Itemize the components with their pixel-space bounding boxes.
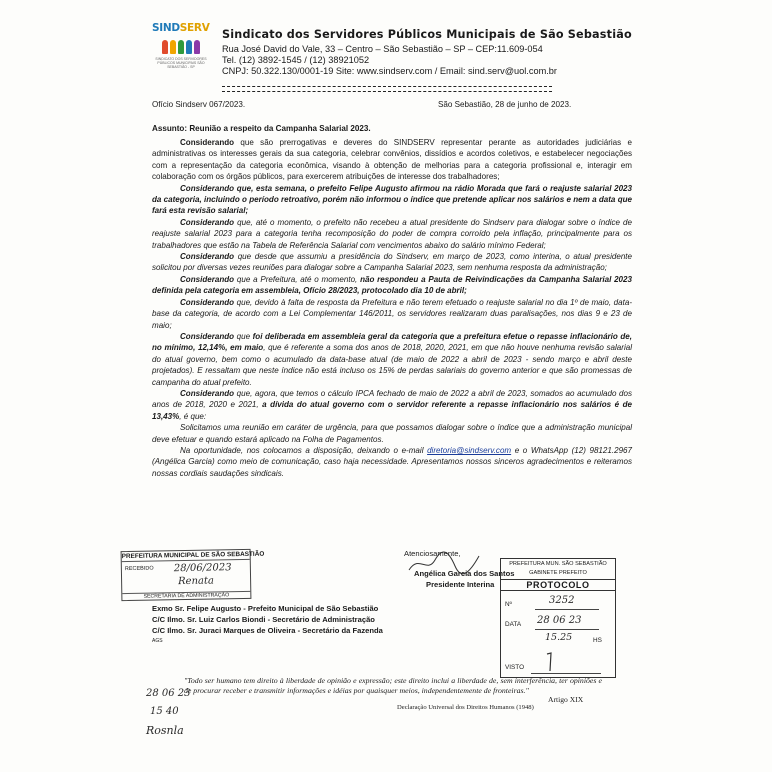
- protocol-stamp-title: PROTOCOLO: [501, 579, 615, 591]
- author-initials: AGS: [152, 638, 163, 644]
- paragraph-4: Considerando que desde que assumiu a presidência do Sindserv, em março de 2023, como interina, o atual presidente solicitou por diversas vezes reuniões para dialogar sobre a Campanha Salarial 2023, sem nenhuma resposta da administração;: [152, 252, 632, 273]
- paragraph-10: Na oportunidade, nos colocamos a disposição, deixando o e-mail diretoria@sindserv.com e o WhatsApp (12) 98121.2967 (Angélica Garcia) como meio de comunicação, caso haja necessidade. Apresentamos nossos sinceros agradecimentos e reiteramos nossas cordiais saudações sindicais.: [152, 445, 632, 478]
- paragraph-2: Considerando que, esta semana, o prefeito Felipe Augusto afirmou na rádio Morada que fará o reajuste salarial 2023 da categoria, incluindo o período retroativo, porém não informou o índice que pretende aplicar nos salários e nem a data que fará esta revisão salarial;: [152, 183, 632, 216]
- received-stamp-header: PREFEITURA MUNICIPAL DE SÃO SEBASTIÃO: [121, 550, 265, 561]
- recipient-mayor: Exmo Sr. Felipe Augusto - Prefeito Municipal de São Sebastião: [152, 604, 379, 613]
- received-stamp-footer: SECRETARIA DE ADMINISTRAÇÃO: [122, 591, 250, 600]
- quote-source: Declaração Universal dos Direitos Humanos (1948): [397, 704, 534, 711]
- protocol-stamp-dept: GABINETE PREFEITO: [529, 570, 587, 576]
- received-stamp-date: 28/06/2023: [173, 562, 232, 575]
- paragraph-9: Solicitamos uma reunião em caráter de urgência, para que possamos dialogar sobre o índice que a administração municipal deve efetuar e quando estará aplicado na Folha de Pagamentos.: [152, 423, 632, 444]
- protocol-hours-label: HS: [593, 637, 602, 644]
- paragraph-5: Considerando que a Prefeitura, até o momento, não respondeu a Pauta de Reivindicações da Campanha Salarial 2023 definida pela categoria em assembleia, Ofício 28/2023, protocolado dia 10 de abril;: [152, 274, 632, 296]
- paragraph-1: Considerando que são prerrogativas e deveres do SINDSERV representar perante as autoridades judiciárias e administrativas os interesses gerais da sua categoria, celebrar convênios, dissídios e acordos coletivos, e estabelecer negociações com a representação da categoria econômica, visando à obtenção de melhorias para a categoria profissional e, interagir em colaboração com os órgãos públicos, para exercerem atribuições de interesse dos trabalhadores;: [152, 138, 632, 182]
- logo-text-serv: SERV: [179, 22, 210, 34]
- protocol-number-label: Nº: [505, 601, 512, 608]
- received-stamp: [121, 549, 265, 601]
- protocol-time-value: 15.25: [545, 632, 573, 643]
- logo-text-sind: SIND: [152, 22, 180, 34]
- logo-caption: SINDICATO DOS SERVIDORES PÚBLICOS MUNICIPAIS SÃO SEBASTIÃO - SP: [155, 57, 207, 69]
- protocol-date-value: 28 06 23: [537, 615, 582, 626]
- protocol-date-label: DATA: [505, 621, 522, 628]
- logo-wordmark: [152, 22, 210, 34]
- protocol-stamp: [500, 558, 616, 678]
- received-stamp-signature: Renata: [178, 575, 215, 588]
- letterhead-phone: Tel. (12) 3892-1545 / (12) 38921052: [222, 55, 370, 65]
- letterhead-address: Rua José David do Vale, 33 – Centro – São Sebastião – SP – CEP:11.609-054: [222, 44, 543, 54]
- letterhead-cnpj: CNPJ: 50.322.130/0001-19 Site: www.sindserv.com / Email: sind.serv@uol.com.br: [222, 66, 557, 76]
- signer-name: Angélica Garcia dos Santos: [414, 569, 515, 578]
- recipient-cc-administration: C/C Ilmo. Sr. Luiz Carlos Biondi - Secretário de Administração: [152, 615, 375, 624]
- letterhead-divider: [222, 86, 552, 92]
- protocol-visto-label: VISTO: [505, 664, 525, 671]
- protocol-number-line: [535, 609, 599, 610]
- paragraph-8: Considerando que, agora, que temos o cálculo IPCA fechado de maio de 2022 a abril de 2023, somados ao acumulado dos anos de 2018, 2020 e 2021, a dívida do atual governo com o servidor referente a repasse inflacionário nos salários é de 13,43%, é que:: [152, 388, 632, 421]
- paragraph-3: Considerando que, até o momento, o prefeito não recebeu a atual presidente do Sindserv para dialogar sobre o índice de reajuste salarial 2023 para a categoria tenha recomposição do poder de compra corroído pela inflação, principalmente para os trabalhadores que estão na Tabela de Referência Salarial com vencimentos abaixo do salário mínimo Federal;: [152, 217, 632, 250]
- protocol-visto-line: [531, 673, 601, 674]
- protocol-visto-mark: [541, 651, 561, 673]
- protocol-stamp-org: PREFEITURA MUN. SÃO SEBASTIÃO: [509, 561, 607, 567]
- paragraph-6: Considerando que, devido à falta de resposta da Prefeitura e não terem efetuado o reajuste salarial no dia 1º de maio, data-base da categoria, de acordo com a Lei Complementar 146/2011, os servidores realizaram duas paralisações, nos dias 9 e 23 de maio;: [152, 297, 632, 330]
- letterhead-title: Sindicato dos Servidores Públicos Municipais de São Sebastião: [222, 28, 632, 41]
- document-body: [152, 137, 632, 479]
- contact-email-link[interactable]: diretoria@sindserv.com: [427, 445, 512, 455]
- handwritten-date: 28 06 23: [146, 688, 191, 699]
- logo-people-icon: [152, 40, 210, 54]
- sindserv-logo: [152, 22, 210, 82]
- protocol-number-value: 3252: [549, 595, 575, 606]
- recipient-cc-finance: C/C Ilmo. Sr. Juraci Marques de Oliveira - Secretário da Fazenda: [152, 626, 383, 635]
- oficio-number: Ofício Sindserv 067/2023.: [152, 100, 246, 109]
- signer-title: Presidente Interina: [426, 580, 495, 589]
- document-subject: Assunto: Reunião a respeito da Campanha Salarial 2023.: [152, 124, 371, 133]
- closing-salutation: Atenciosamente,: [404, 549, 461, 558]
- paragraph-7: Considerando que foi deliberada em assembleia geral da categoria que a prefeitura efetue o repasse inflacionário de, no mínimo, 12,14%, em maio, que é referente a soma dos anos de 2018, 2020, 2021, em que não houve nenhuma revisão salarial do atual governo, bem como o acumulado da data-base atual (de maio de 2022 a abril de 2023 - sendo março e abril deste projetados). E ressaltam que neste índice não está incluso os 15% de perdas salariais do governo anterior e que são promessas de campanha do atual prefeito.: [152, 331, 633, 387]
- human-rights-quote: "Todo ser humano tem direito à liberdade de opinião e expressão; este direito inclui a liberdade de, sem interferência, ter opiniões e de procurar receber e transmitir informações e idéias por quaisquer meios, independentemente de fronteiras.": [184, 676, 602, 695]
- quote-article: Artigo XIX: [548, 695, 584, 704]
- handwritten-time: 15 40: [150, 706, 179, 717]
- document-date: São Sebastião, 28 de junho de 2023.: [438, 100, 572, 109]
- received-stamp-label: RECEBIDO: [124, 565, 154, 573]
- protocol-date-line: [535, 629, 599, 630]
- handwritten-signature: Rosnla: [146, 724, 184, 737]
